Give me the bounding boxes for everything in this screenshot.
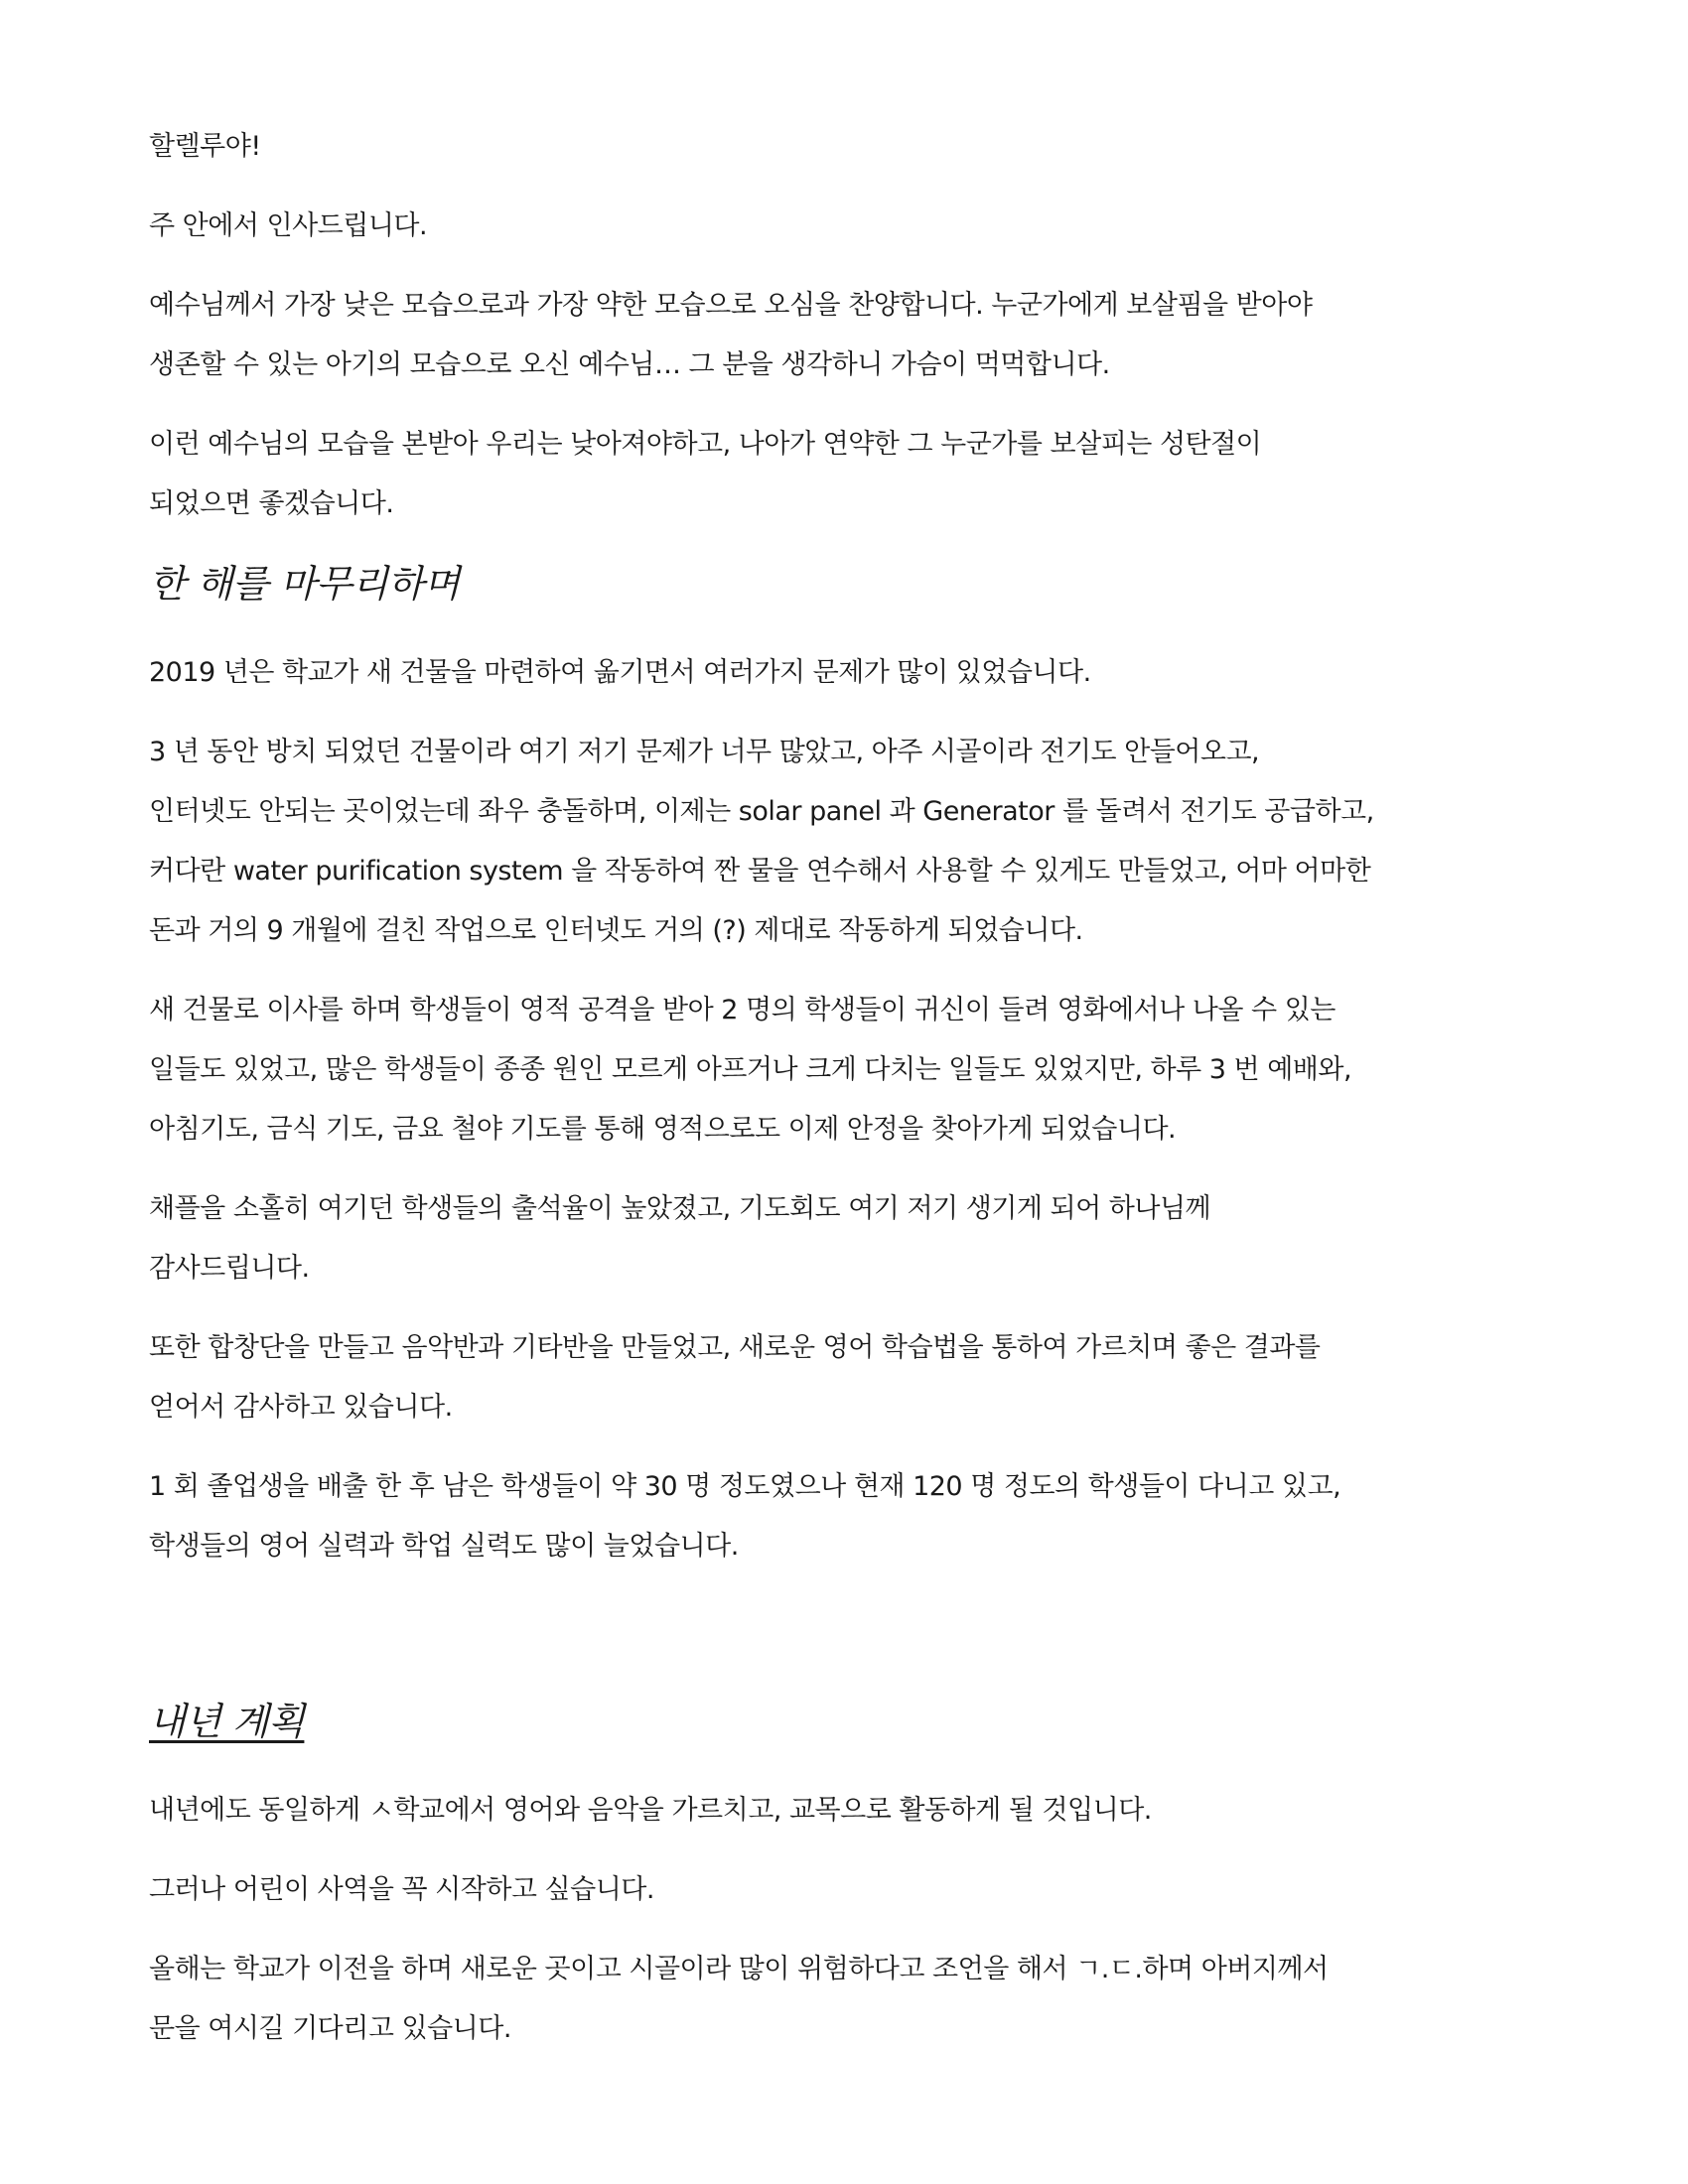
text-line: 주 안에서 인사드립니다. xyxy=(149,210,428,241)
text-line: 1 회 졸업생을 배출 한 후 남은 학생들이 약 30 명 정도였으나 현재 120 명 정도의 학생들이 다니고 있고, xyxy=(149,1471,1341,1502)
section-spacer xyxy=(149,1596,1559,1692)
text-line: 얻어서 감사하고 있습니다. xyxy=(149,1392,453,1423)
section-heading-year-end xyxy=(149,554,1559,614)
body-paragraph xyxy=(149,643,1559,703)
text-line: 일들도 있었고, 많은 학생들이 종종 원인 모르게 아프거나 크게 다치는 일들도 있었지만, 하루 3 번 예배와, xyxy=(149,1054,1352,1085)
text-line: 2019 년은 학교가 새 건물을 마련하여 옮기면서 여러가지 문제가 많이 있었습니다. xyxy=(149,657,1091,688)
text-line: 아침기도, 금식 기도, 금요 철야 기도를 통해 영적으로도 이제 안정을 찾아가게 되었습니다. xyxy=(149,1114,1177,1145)
text-line: 학생들의 영어 실력과 학업 실력도 많이 늘었습니다. xyxy=(149,1531,739,1562)
heading-text: 한 해를 마무리하며 xyxy=(149,562,460,606)
intro-paragraph xyxy=(149,276,1559,395)
heading-text: 내년 계획 xyxy=(149,1700,305,1743)
text-line: 올해는 학교가 이전을 하며 새로운 곳이고 시골이라 많이 위험하다고 조언을 해서 ㄱ.ㄷ.하며 아버지께서 xyxy=(149,1954,1329,1984)
text-line: 채플을 소홀히 여기던 학생들의 출석율이 높았졌고, 기도회도 여기 저기 생기게 되어 하나님께 xyxy=(149,1193,1211,1224)
body-paragraph xyxy=(149,1860,1559,1920)
text-line: 되었으면 좋겠습니다. xyxy=(149,488,394,519)
text-line: 새 건물로 이사를 하며 학생들이 영적 공격을 받아 2 명의 학생들이 귀신이 들려 영화에서나 나올 수 있는 xyxy=(149,995,1336,1025)
text-line: 이런 예수님의 모습을 본받아 우리는 낮아져야하고, 나아가 연약한 그 누군가를 보살피는 성탄절이 xyxy=(149,429,1262,460)
body-paragraph xyxy=(149,1781,1559,1841)
body-paragraph xyxy=(149,1179,1559,1298)
text-line: 돈과 거의 9 개월에 걸친 작업으로 인터넷도 거의 (?) 제대로 작동하게 되었습니다. xyxy=(149,915,1083,946)
text-line: 문을 여시길 기다리고 있습니다. xyxy=(149,2013,511,2044)
letter-body xyxy=(149,117,1559,2079)
text-line: 예수님께서 가장 낮은 모습으로과 가장 약한 모습으로 오심을 찬양합니다. 누군가에게 보살핌을 받아야 xyxy=(149,290,1313,321)
text-line: 감사드립니다. xyxy=(149,1253,310,1284)
text-line: 커다란 water purification system 을 작동하여 짠 물을 연수해서 사용할 수 있게도 만들었고, 어마 어마한 xyxy=(149,856,1371,887)
salutation xyxy=(149,197,1559,256)
text-line: 3 년 동안 방치 되었던 건물이라 여기 저기 문제가 너무 많았고, 아주 시골이라 전기도 안들어오고, xyxy=(149,737,1260,767)
body-paragraph xyxy=(149,723,1559,961)
body-paragraph xyxy=(149,981,1559,1160)
text-line: 생존할 수 있는 아기의 모습으로 오신 예수님… 그 분을 생각하니 가슴이 먹먹합니다. xyxy=(149,349,1110,380)
text-line: 내년에도 동일하게 ㅅ학교에서 영어와 음악을 가르치고, 교목으로 활동하게 될 것입니다. xyxy=(149,1795,1152,1826)
body-paragraph xyxy=(149,1940,1559,2059)
text-line: 할렐루야! xyxy=(149,131,261,162)
section-heading-next-year xyxy=(149,1692,1559,1751)
body-paragraph xyxy=(149,1457,1559,1576)
body-paragraph xyxy=(149,1318,1559,1437)
intro-paragraph xyxy=(149,415,1559,534)
greeting xyxy=(149,117,1559,177)
text-line: 인터넷도 안되는 곳이었는데 좌우 충돌하며, 이제는 solar panel 과 Generator 를 돌려서 전기도 공급하고, xyxy=(149,796,1374,827)
text-line: 또한 합창단을 만들고 음악반과 기타반을 만들었고, 새로운 영어 학습법을 통하여 가르치며 좋은 결과를 xyxy=(149,1332,1321,1363)
text-line: 그러나 어린이 사역을 꼭 시작하고 싶습니다. xyxy=(149,1874,654,1905)
